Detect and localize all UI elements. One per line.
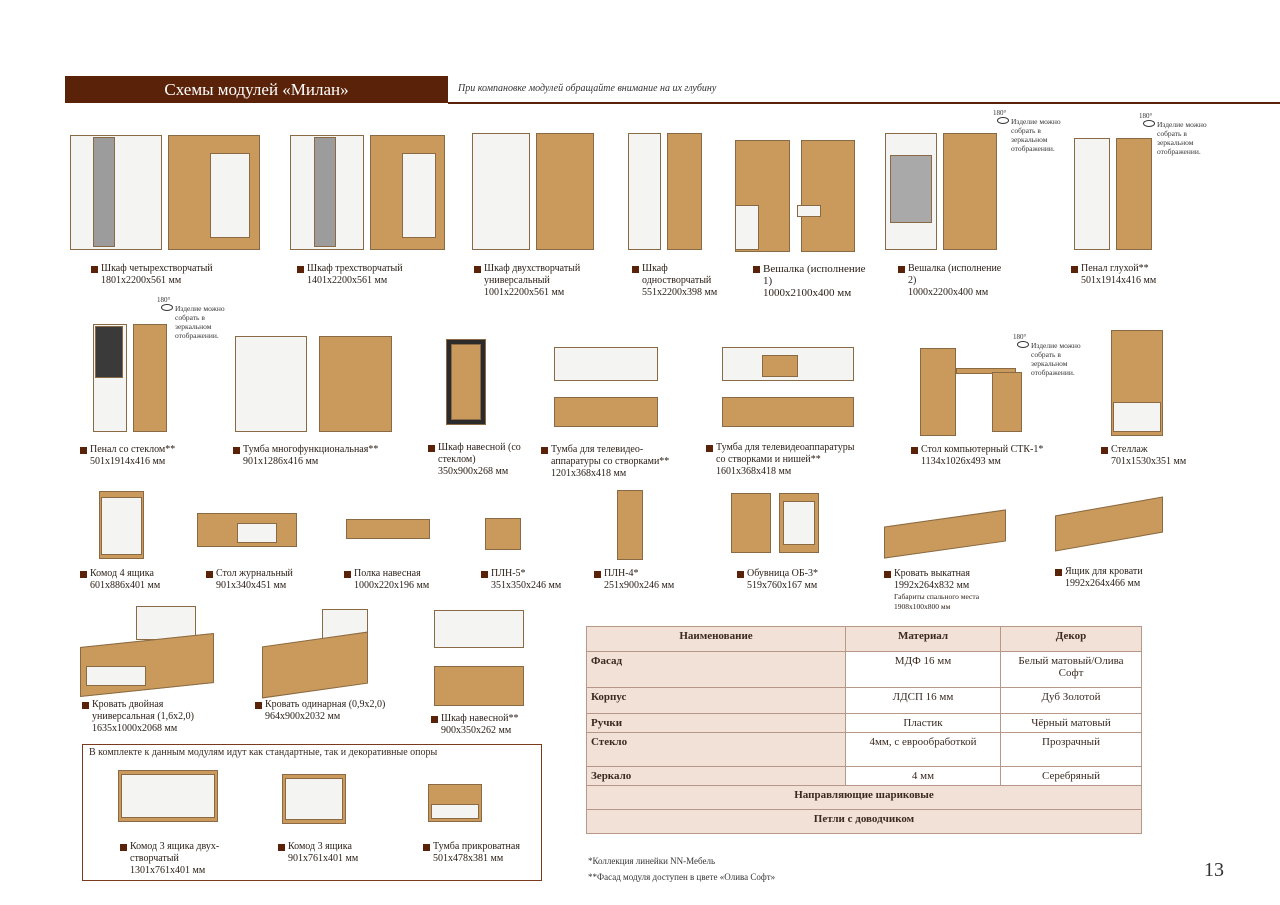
item-hanger-2: Вешалка (исполнение 2) 1000x2200x400 мм [898,263,1008,299]
item-single-bed: Кровать одинарная (0,9х2,0) 964x900x2032 мм [255,699,405,723]
rollout-bed-image [884,508,1006,552]
coffee-table-image [197,513,297,553]
hanger-2-image [885,133,997,250]
table-cell: Корпус [587,688,846,714]
chest-3-2-door-image [118,770,218,830]
wardrobe-3-door-image [290,135,445,250]
table-header-row [587,627,1142,652]
table-row [587,786,1142,810]
item-shoe-cabinet: Обувница ОБ-3* 519x760x167 мм [737,568,837,592]
item-wardrobe-3: Шкаф трехстворчатый 1401x2200x561 мм [297,263,447,287]
footnote-2: **Фасад модуля доступен в цвете «Олива Софт» [588,872,776,882]
table-cell: Направляющие шариковые [587,786,1142,810]
table-header: Наименование [587,627,846,652]
header-rule [448,102,1280,104]
item-pencil-blank: Пенал глухой** 501x1914x416 мм [1071,263,1181,287]
item-kit-chest-3: Комод 3 ящика 901x761x401 мм [278,841,388,865]
rack-image [1111,330,1163,436]
mirror-note-1 [993,109,1071,153]
pencil-case-glass-image [93,324,169,432]
rotate-icon: 180° [157,296,171,304]
item-tv-doors: Тумба для телевидео-аппаратуры со створками** 1201x368x418 мм [541,444,681,480]
wardrobe-2-door-image [472,133,594,250]
item-wall-cabinet: Шкаф навесной** 900x350x262 мм [431,713,541,737]
wall-cabinet-glass-image [446,339,486,425]
double-bed-image [80,606,216,692]
item-wall-shelf: Полка навесная 1000x220x196 мм [344,568,454,592]
pencil-case-blank-image [1074,138,1154,250]
item-rack: Стеллаж 701x1530x351 мм [1101,444,1201,468]
wall-shelf-image [346,519,430,539]
table-row [587,714,1142,733]
table-cell: МДФ 16 мм [846,652,1001,688]
item-wardrobe-4: Шкаф четырехстворчатый 1801x2200x561 мм [91,263,251,287]
table-cell: Ручки [587,714,846,733]
shoe-cabinet-image [731,493,821,555]
table-cell: Петли с доводчиком [587,810,1142,834]
table-cell: Чёрный матовый [1001,714,1142,733]
table-cell: Белый матовый/Олива Софт [1001,652,1142,688]
single-bed-image [262,609,370,695]
spec-table [586,626,1142,834]
table-header: Декор [1001,627,1142,652]
header-note: При компановке модулей обращайте внимание на их глубину [458,83,717,94]
item-wardrobe-2: Шкаф двухстворчатый универсальный 1001x2200x561 мм [474,263,604,299]
table-cell: Прозрачный [1001,733,1142,767]
rotate-icon: 180° [993,109,1007,117]
rotate-icon: 180° [1139,112,1153,120]
item-rollout-bed: Кровать выкатная 1992x264x832 мм Габариты спального места 1908x100x800 мм [884,568,994,612]
item-pln4: ПЛН-4* 251x900x246 мм [594,568,694,592]
table-cell: Пластик [846,714,1001,733]
item-pencil-glass: Пенал со стеклом** 501x1914x416 мм [80,444,210,468]
item-computer-desk: Стол компьютерный СТК-1* 1134x1026x493 мм [911,444,1061,468]
table-row [587,652,1142,688]
table-row [587,688,1142,714]
item-kit-chest-3-2: Комод 3 ящика двух-створчатый 1301x761x401 мм [120,841,250,877]
bed-drawer-image [1055,496,1167,546]
item-wardrobe-1: Шкаф одностворчатый 551x2200x398 мм [632,263,732,299]
item-coffee-table: Стол журнальный 901x340x451 мм [206,568,316,592]
tv-stand-doors-image [554,347,658,433]
mirror-note-2 [1139,112,1217,156]
item-double-bed: Кровать двойная универсальная (1,6х2,0) 1635x1000x2068 мм [82,699,222,735]
rotate-icon: 180° [1013,333,1027,341]
footnote-1: *Коллекция линейки NN-Мебель [588,856,716,866]
pln4-image [617,490,643,560]
mirror-note-text: Изделие можно собрать в зеркальном отображении. [1157,120,1207,156]
page-number: 13 [1204,859,1224,881]
table-header: Материал [846,627,1001,652]
table-row [587,767,1142,786]
item-chest-4: Комод 4 ящика 601x886x401 мм [80,568,190,592]
table-cell: Зеркало [587,767,846,786]
tv-stand-niche-image [722,347,854,433]
table-row [587,810,1142,834]
table-cell: Стекло [587,733,846,767]
table-cell: Дуб Золотой [1001,688,1142,714]
wardrobe-1-door-image [628,133,702,250]
item-hanger-1: Вешалка (исполнение 1) 1000x2100x400 мм [753,263,868,299]
hanger-1-image [735,140,855,252]
kit-title: В комплекте к данным модулям идут как стандартные, так и декоративные опоры [89,747,438,758]
chest-4-drawers-image [99,491,144,559]
wall-cabinet-white-image [420,610,526,708]
table-cell: Фасад [587,652,846,688]
chest-3-image [282,774,346,832]
item-kit-bedside: Тумба прикроватная 501x478x381 мм [423,841,523,865]
mirror-note-text: Изделие можно собрать в зеркальном отображении. [1031,341,1081,377]
mirror-note-4 [1013,333,1091,377]
pln5-image [485,518,521,550]
table-cell: ЛДСП 16 мм [846,688,1001,714]
item-multi-cabinet: Тумба многофункциональная** 901x1286x416 мм [233,444,403,468]
mirror-note-3 [157,296,235,340]
item-tv-niche: Тумба для телевидеоаппаратуры со створками и нишей** 1601x368x418 мм [706,442,866,478]
wardrobe-4-door-image [70,135,260,250]
item-wall-glass: Шкаф навесной (со стеклом) 350x900x268 мм [428,442,528,478]
mirror-note-text: Изделие можно собрать в зеркальном отображении. [175,304,225,340]
table-cell: Серебряный [1001,767,1142,786]
multi-cabinet-image [235,336,392,432]
mirror-note-text: Изделие можно собрать в зеркальном отображении. [1011,117,1061,153]
item-pln5: ПЛН-5* 351x350x246 мм [481,568,581,592]
table-row [587,733,1142,767]
item-bed-drawer: Ящик для кровати 1992x264x466 мм [1055,566,1175,590]
bedside-table-image [428,784,482,830]
computer-desk-image [920,348,1024,436]
page-title: Схемы модулей «Милан» [164,80,349,99]
table-cell: 4мм, с еврообработкой [846,733,1001,767]
table-cell: 4 мм [846,767,1001,786]
